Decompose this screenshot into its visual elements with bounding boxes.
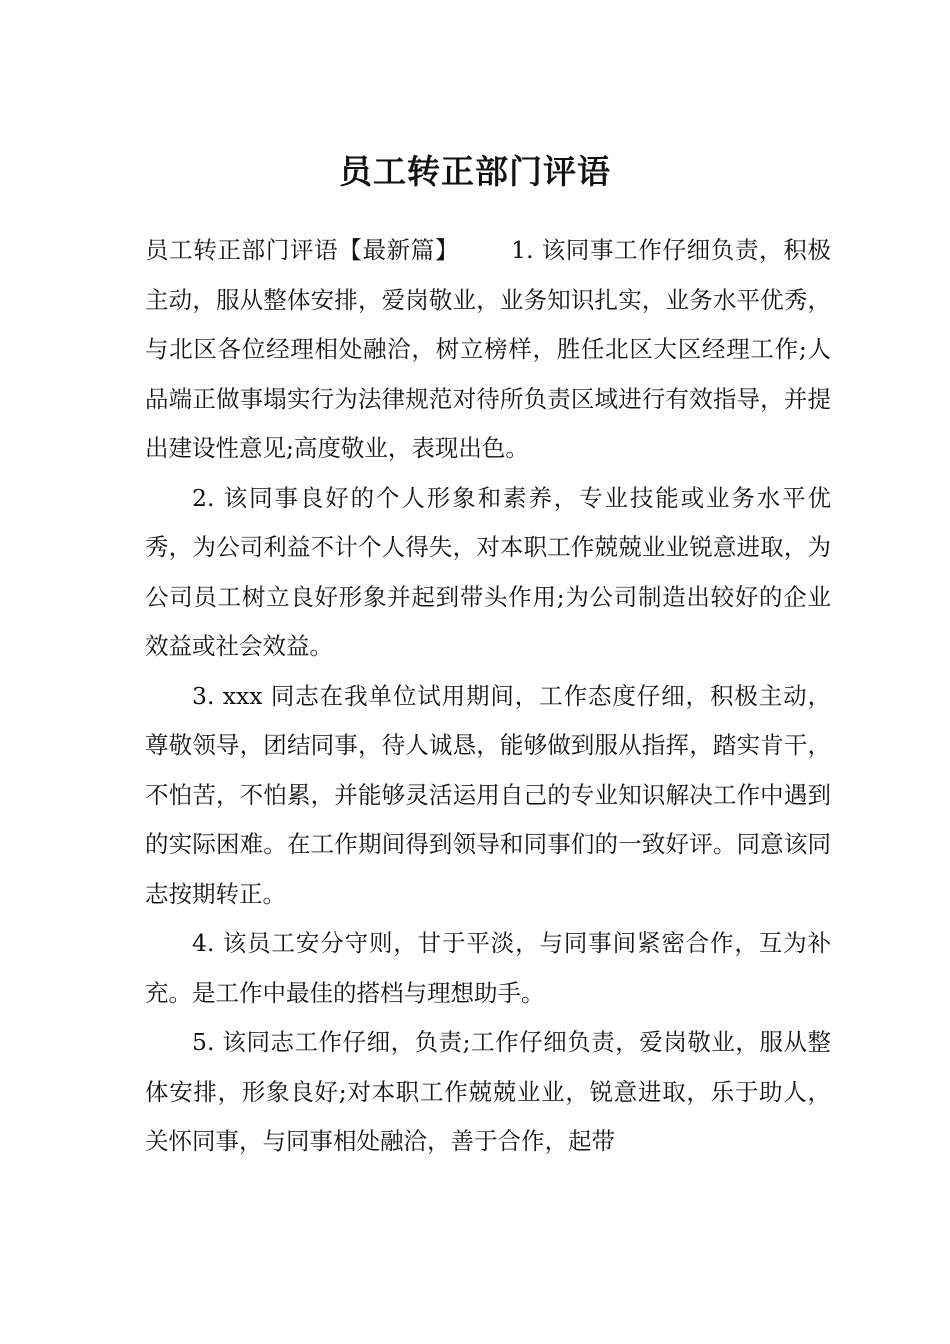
paragraph-2: 2. 该同事良好的个人形象和素养，专业技能或业务水平优秀，为公司利益不计个人得失，对本职工作兢兢业业锐意进取，为公司员工树立良好形象并起到带头作用;为公司制造出较好的企业效益或社会效益。: [145, 483, 831, 660]
intro-heading: 员工转正部门评语【最新篇】: [145, 236, 460, 264]
document-title: 员工转正部门评语: [339, 152, 611, 192]
paragraph-5: 5. 该同志工作仔细，负责;工作仔细负责，爱岗敬业，服从整体安排，形象良好;对本职工作兢兢业业，锐意进取，乐于助人，关怀同事，与同事相处融洽，善于合作，起带: [145, 1028, 831, 1155]
paragraph-4: 4. 该员工安分守则，甘于平淡，与同事间紧密合作，互为补充。是工作中最佳的搭档与理想助手。: [145, 929, 831, 1007]
paragraph-1-text: 1. 该同事工作仔细负责，积极主动，服从整体安排，爱岗敬业，业务知识扎实，业务水平优秀，与北区各位经理相处融洽，树立榜样，胜任北区大区经理工作;人品端正做事塌实行为法律规范对待所负责区域进行有效指导，并提出建设性意见;高度敬业，表现出色。: [145, 236, 831, 462]
paragraph-3: 3. xxx 同志在我单位试用期间，工作态度仔细，积极主动，尊敬领导，团结同事，待人诚恳，能够做到服从指挥，踏实肯干，不怕苦，不怕累，并能够灵活运用自己的专业知识解决工作中遇到的实际困难。在工作期间得到领导和同事们的一致好评。同意该同志按期转正。: [145, 681, 831, 908]
paragraph-1: [145, 226, 831, 474]
document-body: [145, 226, 831, 1167]
